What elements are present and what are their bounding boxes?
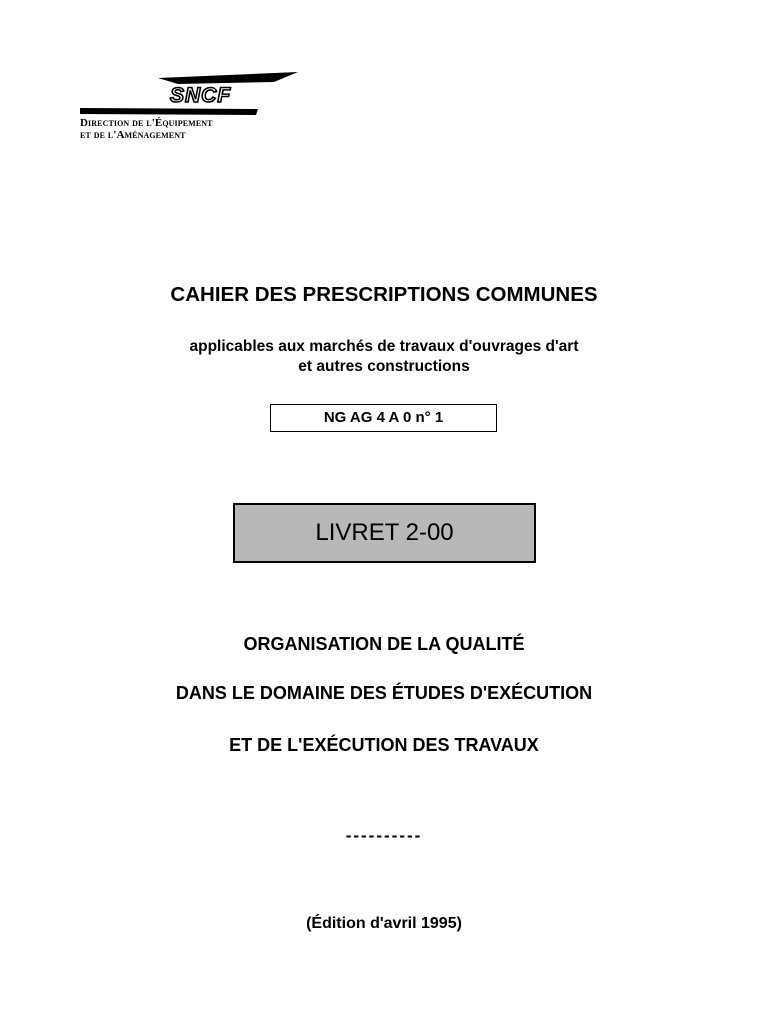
- subtitle-line-1: applicables aux marchés de travaux d'ouvrages d'art: [189, 338, 579, 355]
- direction-line-2: et de l'Aménagement: [80, 129, 186, 141]
- separator: ----------: [345, 826, 423, 845]
- heading-line-1: ORGANISATION DE LA QUALITÉ: [243, 634, 525, 654]
- document-subtitle: [0, 337, 768, 377]
- heading-line-2: DANS LE DOMAINE DES ÉTUDES D'EXÉCUTION: [175, 683, 593, 703]
- sncf-logo: [78, 70, 318, 150]
- document-title: CAHIER DES PRESCRIPTIONS COMMUNES: [170, 283, 598, 306]
- subtitle-line-2: et autres constructions: [298, 358, 470, 375]
- heading-line-3: ET DE L'EXÉCUTION DES TRAVAUX: [229, 735, 539, 755]
- sncf-wordmark: SNCF: [170, 84, 232, 107]
- direction-line-1: Direction de l'Équipement: [80, 117, 213, 129]
- livret-box: LIVRET 2-00: [233, 503, 536, 563]
- sncf-logo-graphic: [78, 70, 308, 120]
- edition-note: (Édition d'avril 1995): [306, 915, 462, 932]
- reference-box: NG AG 4 A 0 n° 1: [270, 404, 497, 432]
